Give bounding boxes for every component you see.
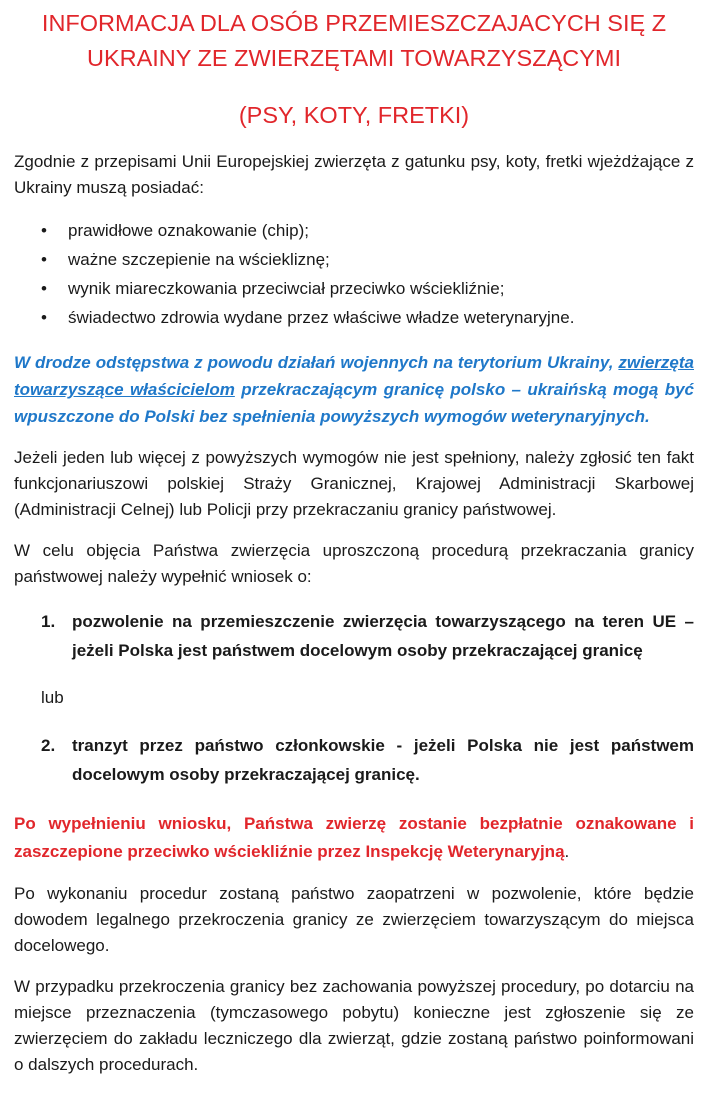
bullet-icon: • bbox=[41, 279, 47, 298]
free-service-paragraph bbox=[14, 810, 694, 866]
document-subtitle: (PSY, KOTY, FRETKI) bbox=[238, 102, 470, 128]
list-item bbox=[14, 218, 694, 244]
option-text: pozwolenie na przemieszczenie zwierzęcia towarzyszącego na teren UE – jeżeli Polska jest państwem docelowym osoby przekraczającej granicę bbox=[72, 612, 694, 660]
final-paragraph: W przypadku przekroczenia granicy bez zachowania powyższej procedury, po dotarciu na miejsce przeznaczenia (tymczasowego pobytu) konieczne jest zgłoszenie się ze zwierzęciem do zakładu leczniczego dla zwierząt, gdzie zostaną państwo poinformowani o dalszych procedurach. bbox=[14, 977, 694, 1074]
list-item bbox=[14, 607, 694, 665]
option-number: 2. bbox=[41, 736, 56, 755]
title-line-1: INFORMACJA DLA OSÓB PRZEMIESZCZAJACYCH SIĘ Z bbox=[41, 10, 667, 36]
option-text: tranzyt przez państwo członkowskie - jeżeli Polska nie jest państwem docelowym osoby przekraczającej granicę. bbox=[72, 736, 694, 784]
list-item bbox=[14, 731, 694, 789]
options-list-1 bbox=[14, 607, 694, 665]
list-item bbox=[14, 276, 694, 302]
list-item bbox=[14, 247, 694, 273]
options-list-2 bbox=[14, 731, 694, 789]
requirement-text: świadectwo zdrowia wydane przez właściwe władze weterynaryjne. bbox=[68, 308, 575, 327]
requirement-text: ważne szczepienie na wściekliznę; bbox=[68, 250, 330, 269]
report-paragraph: Jeżeli jeden lub więcej z powyższych wymogów nie jest spełniony, należy zgłosić ten fakt funkcjonariuszowi polskiej Straży Granicznej, Krajowej Administracji Skarbowej (Administracji Celnej) lub Policji przy przekraczaniu granicy państwowej. bbox=[14, 448, 694, 519]
bullet-icon: • bbox=[41, 250, 47, 269]
option-number: 1. bbox=[41, 612, 56, 631]
exception-text-end: przekraczającym granicę polsko – ukraińską mogą być wpuszczone do Polski bez spełnienia powyższych wymogów weterynaryjnych. bbox=[14, 380, 694, 426]
bullet-icon: • bbox=[41, 221, 47, 240]
free-service-end: . bbox=[564, 842, 570, 861]
requirement-text: prawidłowe oznakowanie (chip); bbox=[68, 221, 309, 240]
document-title bbox=[14, 6, 694, 76]
intro-paragraph: Zgodnie z przepisami Unii Europejskiej zwierzęta z gatunku psy, koty, fretki wjeżdżające z Ukrainy muszą posiadać: bbox=[14, 152, 694, 197]
procedure-intro-paragraph: W celu objęcia Państwa zwierzęcia uproszczoną procedurą przekraczania granicy państwowej należy wypełnić wniosek o: bbox=[14, 541, 694, 586]
exception-underlined-text: zwierzęta towarzyszące właścicielom bbox=[14, 353, 694, 399]
requirements-list bbox=[14, 218, 694, 331]
permit-paragraph: Po wykonaniu procedur zostaną państwo zaopatrzeni w pozwolenie, które będzie dowodem legalnego przekroczenia granicy ze zwierzęciem towarzyszącym do miejsca docelowego. bbox=[14, 884, 694, 955]
bullet-icon: • bbox=[41, 308, 47, 327]
requirement-text: wynik miareczkowania przeciwciał przeciwko wściekliźnie; bbox=[68, 279, 505, 298]
list-item bbox=[14, 305, 694, 331]
exception-paragraph bbox=[14, 349, 694, 430]
free-service-text: Po wypełnieniu wniosku, Państwa zwierzę zostanie bezpłatnie oznakowane i zaszczepione przeciwko wściekliźnie przez Inspekcję Weterynaryjną bbox=[14, 814, 694, 861]
exception-text-start: W drodze odstępstwa z powodu działań wojennych na terytorium Ukrainy, bbox=[14, 353, 614, 372]
or-label: lub bbox=[41, 688, 64, 707]
title-line-2: UKRAINY ZE ZWIERZĘTAMI TOWARZYSZĄCYMI bbox=[86, 45, 621, 71]
